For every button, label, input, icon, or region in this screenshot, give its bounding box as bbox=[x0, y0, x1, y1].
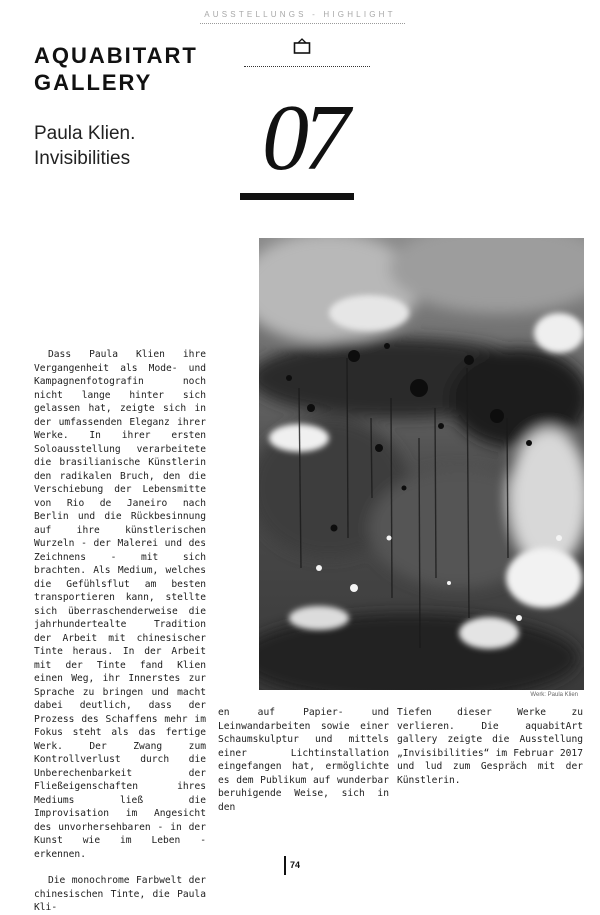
highlight-number-underline bbox=[240, 193, 354, 200]
icon-divider bbox=[244, 66, 370, 67]
article-column-2 bbox=[218, 706, 389, 814]
gallery-title bbox=[34, 42, 234, 96]
article-paragraph: Die monochrome Farbwelt der chinesischen Tinte, die Paula Kli- bbox=[34, 875, 206, 913]
folio-rule bbox=[284, 856, 286, 875]
artwork-caption: Werk: Paula Klien bbox=[530, 692, 578, 698]
article-subtitle bbox=[34, 121, 234, 171]
article-paragraph: Tiefen dieser Werke zu verlieren. Die aquabitArt gallery zeigte die Ausstellung „Invisibilities“ im Februar 2017 und lud zum Gespräch mit der Künstlerin. bbox=[397, 707, 583, 786]
exhibition-title: Invisibilities bbox=[34, 148, 131, 169]
article-column-1 bbox=[34, 348, 206, 915]
picture-frame-icon bbox=[293, 38, 311, 54]
kicker-divider bbox=[200, 23, 405, 24]
ink-artwork bbox=[259, 238, 584, 690]
section-kicker: AUSSTELLUNGS - HIGHLIGHT bbox=[204, 10, 396, 19]
article-column-3 bbox=[397, 706, 583, 787]
page-number: 74 bbox=[290, 860, 301, 870]
highlight-number: 07 bbox=[262, 86, 344, 190]
artist-name: Paula Klien. bbox=[34, 123, 136, 144]
gallery-title-line2: GALLERY bbox=[34, 70, 153, 95]
article-paragraph: en auf Papier- und Leinwandarbeiten sowie einer Schaumskulptur und mittels einer Lichtinstallation eingefangen hat, ermöglichte es dem Publikum auf wunderbar beruhigende Weise, sich in den bbox=[218, 707, 389, 813]
article-paragraph: Dass Paula Klien ihre Vergangenheit als Mode- und Kampagnenfotografin noch nicht lange hinter sich gelassen hat, zeigte sich in der umfassenden Eleganz ihrer Werke. In ihrer ersten Soloausstellung verarbeitete die brasilianische Künstlerin den radikalen Bruch, den die Verschiebung der Lebensmitte von Rio de Janeiro nach Berlin und die Rückbesinnung auf ihre künstlerischen Wurzeln - der Malerei und des Zeichnens - mit sich brachten. Als Medium, welches die Gefühlsflut am besten transportieren kann, stellte sich überraschenderweise die jahrhundertealte Tradition der Arbeit mit chinesischer Tinte heraus. In der Arbeit mit der Tinte fand Klien einen Weg, ihr Innerstes zur Sprache zu bringen und macht dabei deutlich, dass der Prozess des Schaffens mehr im Fokus steht als das fertige Werk. Der Zwang zum Kontrollverlust durch die Unberechenbarkeit der Fließeigenschaften ihres Mediums ließ die Improvisation im Angesicht des unvorhersehbaren - in der Kunst wie im Leben - erkennen. bbox=[34, 349, 206, 860]
gallery-title-line1: AQUABITART bbox=[34, 43, 198, 68]
